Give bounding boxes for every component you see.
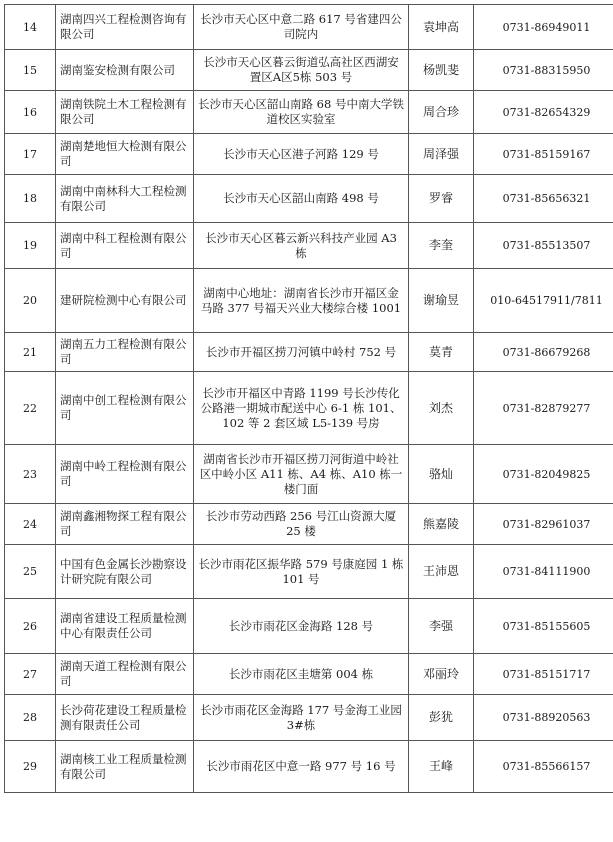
company-name: 湖南核工业工程质量检测有限公司 xyxy=(56,741,194,793)
company-address: 湖南省长沙市开福区捞刀河街道中岭社区中岭小区 A11 栋、A4 栋、A10 栋一楼门面 xyxy=(194,445,409,504)
company-address: 长沙市天心区韶山南路 68 号中南大学铁道校区实验室 xyxy=(194,91,409,134)
contact-person: 熊嘉陵 xyxy=(409,504,474,545)
table-row xyxy=(5,504,613,545)
company-name: 湖南鉴安检测有限公司 xyxy=(56,50,194,91)
contact-person: 刘杰 xyxy=(409,372,474,445)
company-address: 长沙市雨花区金海路 177 号金海工业园 3#栋 xyxy=(194,695,409,741)
row-number: 16 xyxy=(5,91,56,134)
row-number: 19 xyxy=(5,223,56,269)
company-address: 长沙市雨花区金海路 128 号 xyxy=(194,599,409,654)
company-name: 湖南鑫湘物探工程有限公司 xyxy=(56,504,194,545)
contact-phone: 0731-86949011 xyxy=(474,5,613,50)
contact-phone: 0731-88920563 xyxy=(474,695,613,741)
table-body xyxy=(5,5,613,793)
contact-person: 谢瑜昱 xyxy=(409,269,474,333)
table-row xyxy=(5,333,613,372)
row-number: 25 xyxy=(5,545,56,599)
company-name: 湖南省建设工程质量检测中心有限责任公司 xyxy=(56,599,194,654)
table-row xyxy=(5,545,613,599)
table-row xyxy=(5,50,613,91)
table-row xyxy=(5,445,613,504)
table-row xyxy=(5,654,613,695)
company-address: 长沙市雨花区振华路 579 号康庭园 1 栋 101 号 xyxy=(194,545,409,599)
company-address: 长沙市天心区暮云新兴科技产业园 A3 栋 xyxy=(194,223,409,269)
contact-person: 骆灿 xyxy=(409,445,474,504)
contact-phone: 0731-88315950 xyxy=(474,50,613,91)
company-name: 湖南五力工程检测有限公司 xyxy=(56,333,194,372)
company-name: 建研院检测中心有限公司 xyxy=(56,269,194,333)
contact-person: 周合珍 xyxy=(409,91,474,134)
table-row xyxy=(5,91,613,134)
row-number: 29 xyxy=(5,741,56,793)
company-name: 湖南中岭工程检测有限公司 xyxy=(56,445,194,504)
company-address: 长沙市开福区中青路 1199 号长沙传化公路港一期城市配送中心 6-1 栋 101、102 等 2 套区域 L5-139 号房 xyxy=(194,372,409,445)
contact-phone: 0731-85159167 xyxy=(474,134,613,175)
contact-phone: 0731-86679268 xyxy=(474,333,613,372)
row-number: 15 xyxy=(5,50,56,91)
contact-person: 罗睿 xyxy=(409,175,474,223)
contact-person: 李奎 xyxy=(409,223,474,269)
row-number: 20 xyxy=(5,269,56,333)
row-number: 28 xyxy=(5,695,56,741)
company-name: 湖南中科工程检测有限公司 xyxy=(56,223,194,269)
row-number: 27 xyxy=(5,654,56,695)
row-number: 21 xyxy=(5,333,56,372)
company-address: 长沙市劳动西路 256 号江山资源大厦 25 楼 xyxy=(194,504,409,545)
contact-phone: 0731-85151717 xyxy=(474,654,613,695)
company-name: 湖南铁院土木工程检测有限公司 xyxy=(56,91,194,134)
company-name: 湖南中南林科大工程检测有限公司 xyxy=(56,175,194,223)
contact-person: 王峰 xyxy=(409,741,474,793)
company-address: 湖南中心地址：湖南省长沙市开福区金马路 377 号福天兴业大楼综合楼 1001 xyxy=(194,269,409,333)
table-row xyxy=(5,269,613,333)
contact-person: 周泽强 xyxy=(409,134,474,175)
contact-person: 邓丽玲 xyxy=(409,654,474,695)
row-number: 22 xyxy=(5,372,56,445)
contact-phone: 0731-82879277 xyxy=(474,372,613,445)
row-number: 18 xyxy=(5,175,56,223)
contact-phone: 0731-84111900 xyxy=(474,545,613,599)
company-name: 中国有色金属长沙勘察设计研究院有限公司 xyxy=(56,545,194,599)
company-table xyxy=(4,4,613,793)
contact-phone: 010-64517911/7811 xyxy=(474,269,613,333)
company-address: 长沙市天心区港子河路 129 号 xyxy=(194,134,409,175)
row-number: 17 xyxy=(5,134,56,175)
contact-phone: 0731-82654329 xyxy=(474,91,613,134)
company-address: 长沙市开福区捞刀河镇中岭村 752 号 xyxy=(194,333,409,372)
contact-person: 王沛恩 xyxy=(409,545,474,599)
company-name: 湖南中创工程检测有限公司 xyxy=(56,372,194,445)
contact-phone: 0731-82961037 xyxy=(474,504,613,545)
contact-phone: 0731-85513507 xyxy=(474,223,613,269)
contact-person: 莫青 xyxy=(409,333,474,372)
contact-phone: 0731-85155605 xyxy=(474,599,613,654)
table-row xyxy=(5,223,613,269)
table-row xyxy=(5,5,613,50)
table-row xyxy=(5,175,613,223)
table-row xyxy=(5,599,613,654)
company-name: 长沙荷花建设工程质量检测有限责任公司 xyxy=(56,695,194,741)
contact-person: 彭犹 xyxy=(409,695,474,741)
contact-person: 杨凯斐 xyxy=(409,50,474,91)
table-row xyxy=(5,695,613,741)
company-address: 长沙市天心区中意二路 617 号省建四公司院内 xyxy=(194,5,409,50)
company-name: 湖南四兴工程检测咨询有限公司 xyxy=(56,5,194,50)
table-row xyxy=(5,741,613,793)
table-row xyxy=(5,372,613,445)
contact-person: 李强 xyxy=(409,599,474,654)
table-row xyxy=(5,134,613,175)
company-address: 长沙市天心区暮云街道弘高社区西湖安置区A区5栋 503 号 xyxy=(194,50,409,91)
company-address: 长沙市雨花区中意一路 977 号 16 号 xyxy=(194,741,409,793)
company-name: 湖南楚地恒大检测有限公司 xyxy=(56,134,194,175)
row-number: 23 xyxy=(5,445,56,504)
company-address: 长沙市雨花区圭塘第 004 栋 xyxy=(194,654,409,695)
company-name: 湖南天道工程检测有限公司 xyxy=(56,654,194,695)
contact-phone: 0731-85566157 xyxy=(474,741,613,793)
row-number: 24 xyxy=(5,504,56,545)
contact-phone: 0731-85656321 xyxy=(474,175,613,223)
contact-phone: 0731-82049825 xyxy=(474,445,613,504)
contact-person: 袁坤高 xyxy=(409,5,474,50)
row-number: 26 xyxy=(5,599,56,654)
company-address: 长沙市天心区韶山南路 498 号 xyxy=(194,175,409,223)
row-number: 14 xyxy=(5,5,56,50)
